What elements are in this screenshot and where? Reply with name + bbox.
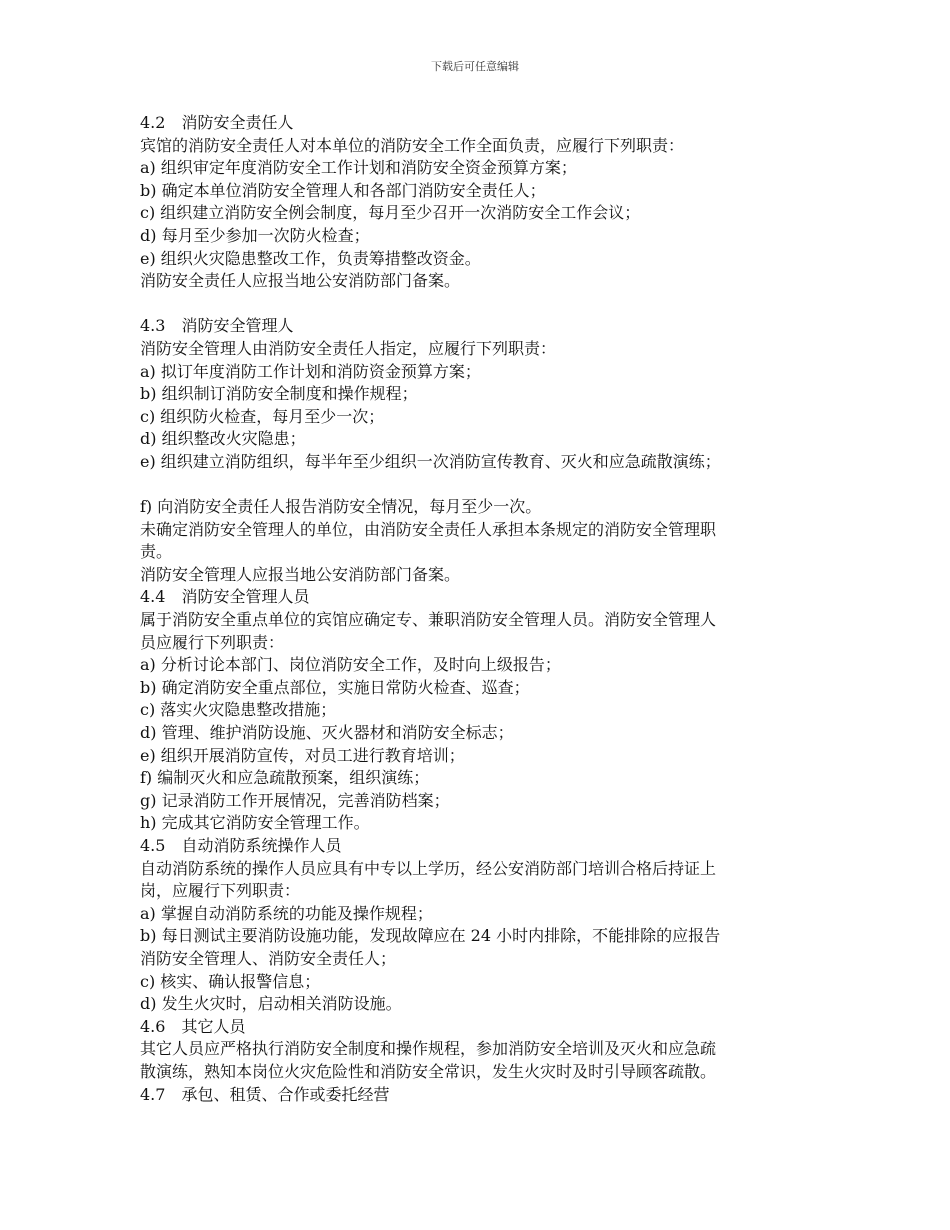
text-line: b) 确定消防安全重点部位，实施日常防火检查、巡查； <box>140 677 530 697</box>
text-line: d) 组织整改火灾隐患； <box>140 429 306 449</box>
text-line: 消防安全管理人由消防安全责任人指定，应履行下列职责： <box>140 338 557 358</box>
document-body <box>140 112 812 1106</box>
text-line: h) 完成其它消防安全管理工作。 <box>140 813 370 833</box>
text-line: a) 拟订年度消防工作计划和消防资金预算方案； <box>140 361 481 381</box>
text-line: e) 组织建立消防组织，每半年至少组织一次消防宣传教育、灭火和应急疏散演练； <box>140 451 721 471</box>
text-line: 散演练，熟知本岗位火灾危险性和消防安全常识，发生火灾时及时引导顾客疏散。 <box>140 1061 717 1081</box>
section-heading: 4.3 消防安全管理人 <box>140 316 294 336</box>
text-line: a) 掌握自动消防系统的功能及操作规程； <box>140 903 433 923</box>
text-line: f) 向消防安全责任人报告消防安全情况，每月至少一次。 <box>140 497 542 517</box>
text-line: f) 编制灭火和应急疏散预案，组织演练； <box>140 768 430 788</box>
text-line: c) 核实、确认报警信息； <box>140 971 321 991</box>
text-line: 属于消防安全重点单位的宾馆应确定专、兼职消防安全管理人员。消防安全管理人 <box>140 610 717 630</box>
section-heading: 4.7 承包、租赁、合作或委托经营 <box>140 1084 390 1104</box>
text-line: 其它人员应严格执行消防安全制度和操作规程，参加消防安全培训及灭火和应急疏 <box>140 1039 717 1059</box>
text-line: d) 发生火灾时，启动相关消防设施。 <box>140 994 402 1014</box>
page-header: 下载后可任意编辑 <box>431 60 519 73</box>
section-heading: 4.5 自动消防系统操作人员 <box>140 836 342 855</box>
text-line: a) 组织审定年度消防安全工作计划和消防安全资金预算方案； <box>140 158 577 178</box>
text-line: c) 落实火灾隐患整改措施； <box>140 700 337 720</box>
text-line: 自动消防系统的操作人员应具有中专以上学历，经公安消防部门培训合格后持证上 <box>140 858 717 878</box>
text-line: e) 组织火灾隐患整改工作，负责筹措整改资金。 <box>140 248 481 268</box>
text-line: d) 每月至少参加一次防火检查； <box>140 225 370 245</box>
text-line: c) 组织防火检查，每月至少一次； <box>140 406 385 426</box>
blank-line <box>140 293 812 316</box>
text-line: 宾馆的消防安全责任人对本单位的消防安全工作全面负责，应履行下列职责： <box>140 135 685 155</box>
text-line: c) 组织建立消防安全例会制度，每月至少召开一次消防安全工作会议； <box>140 203 641 223</box>
text-line: 员应履行下列职责： <box>140 632 285 652</box>
text-line: 未确定消防安全管理人的单位，由消防安全责任人承担本条规定的消防安全管理职 <box>140 519 717 539</box>
text-line: 岗，应履行下列职责： <box>140 881 301 901</box>
section-heading: 4.4 消防安全管理人员 <box>140 587 310 607</box>
text-line: 消防安全管理人、消防安全责任人； <box>140 948 397 968</box>
text-line: 消防安全管理人应报当地公安消防部门备案。 <box>140 564 461 584</box>
text-line: e) 组织开展消防宣传，对员工进行教育培训； <box>140 745 465 765</box>
text-line: d) 管理、维护消防设施、灭火器材和消防安全标志； <box>140 723 514 743</box>
text-line: 责。 <box>140 542 173 562</box>
text-line: b) 确定本单位消防安全管理人和各部门消防安全责任人； <box>140 180 546 200</box>
text-line: g) 记录消防工作开展情况，完善消防档案； <box>140 790 450 810</box>
section-heading: 4.2 消防安全责任人 <box>140 113 294 132</box>
section-heading: 4.6 其它人员 <box>140 1016 246 1036</box>
text-line: a) 分析讨论本部门、岗位消防安全工作，及时向上级报告； <box>140 655 561 675</box>
text-line: 消防安全责任人应报当地公安消防部门备案。 <box>140 271 461 291</box>
blank-line <box>140 474 812 497</box>
text-line: b) 每日测试主要消防设施功能，发现故障应在 24 小时内排除，不能排除的应报告 <box>140 926 721 946</box>
text-line: b) 组织制订消防安全制度和操作规程； <box>140 384 418 404</box>
